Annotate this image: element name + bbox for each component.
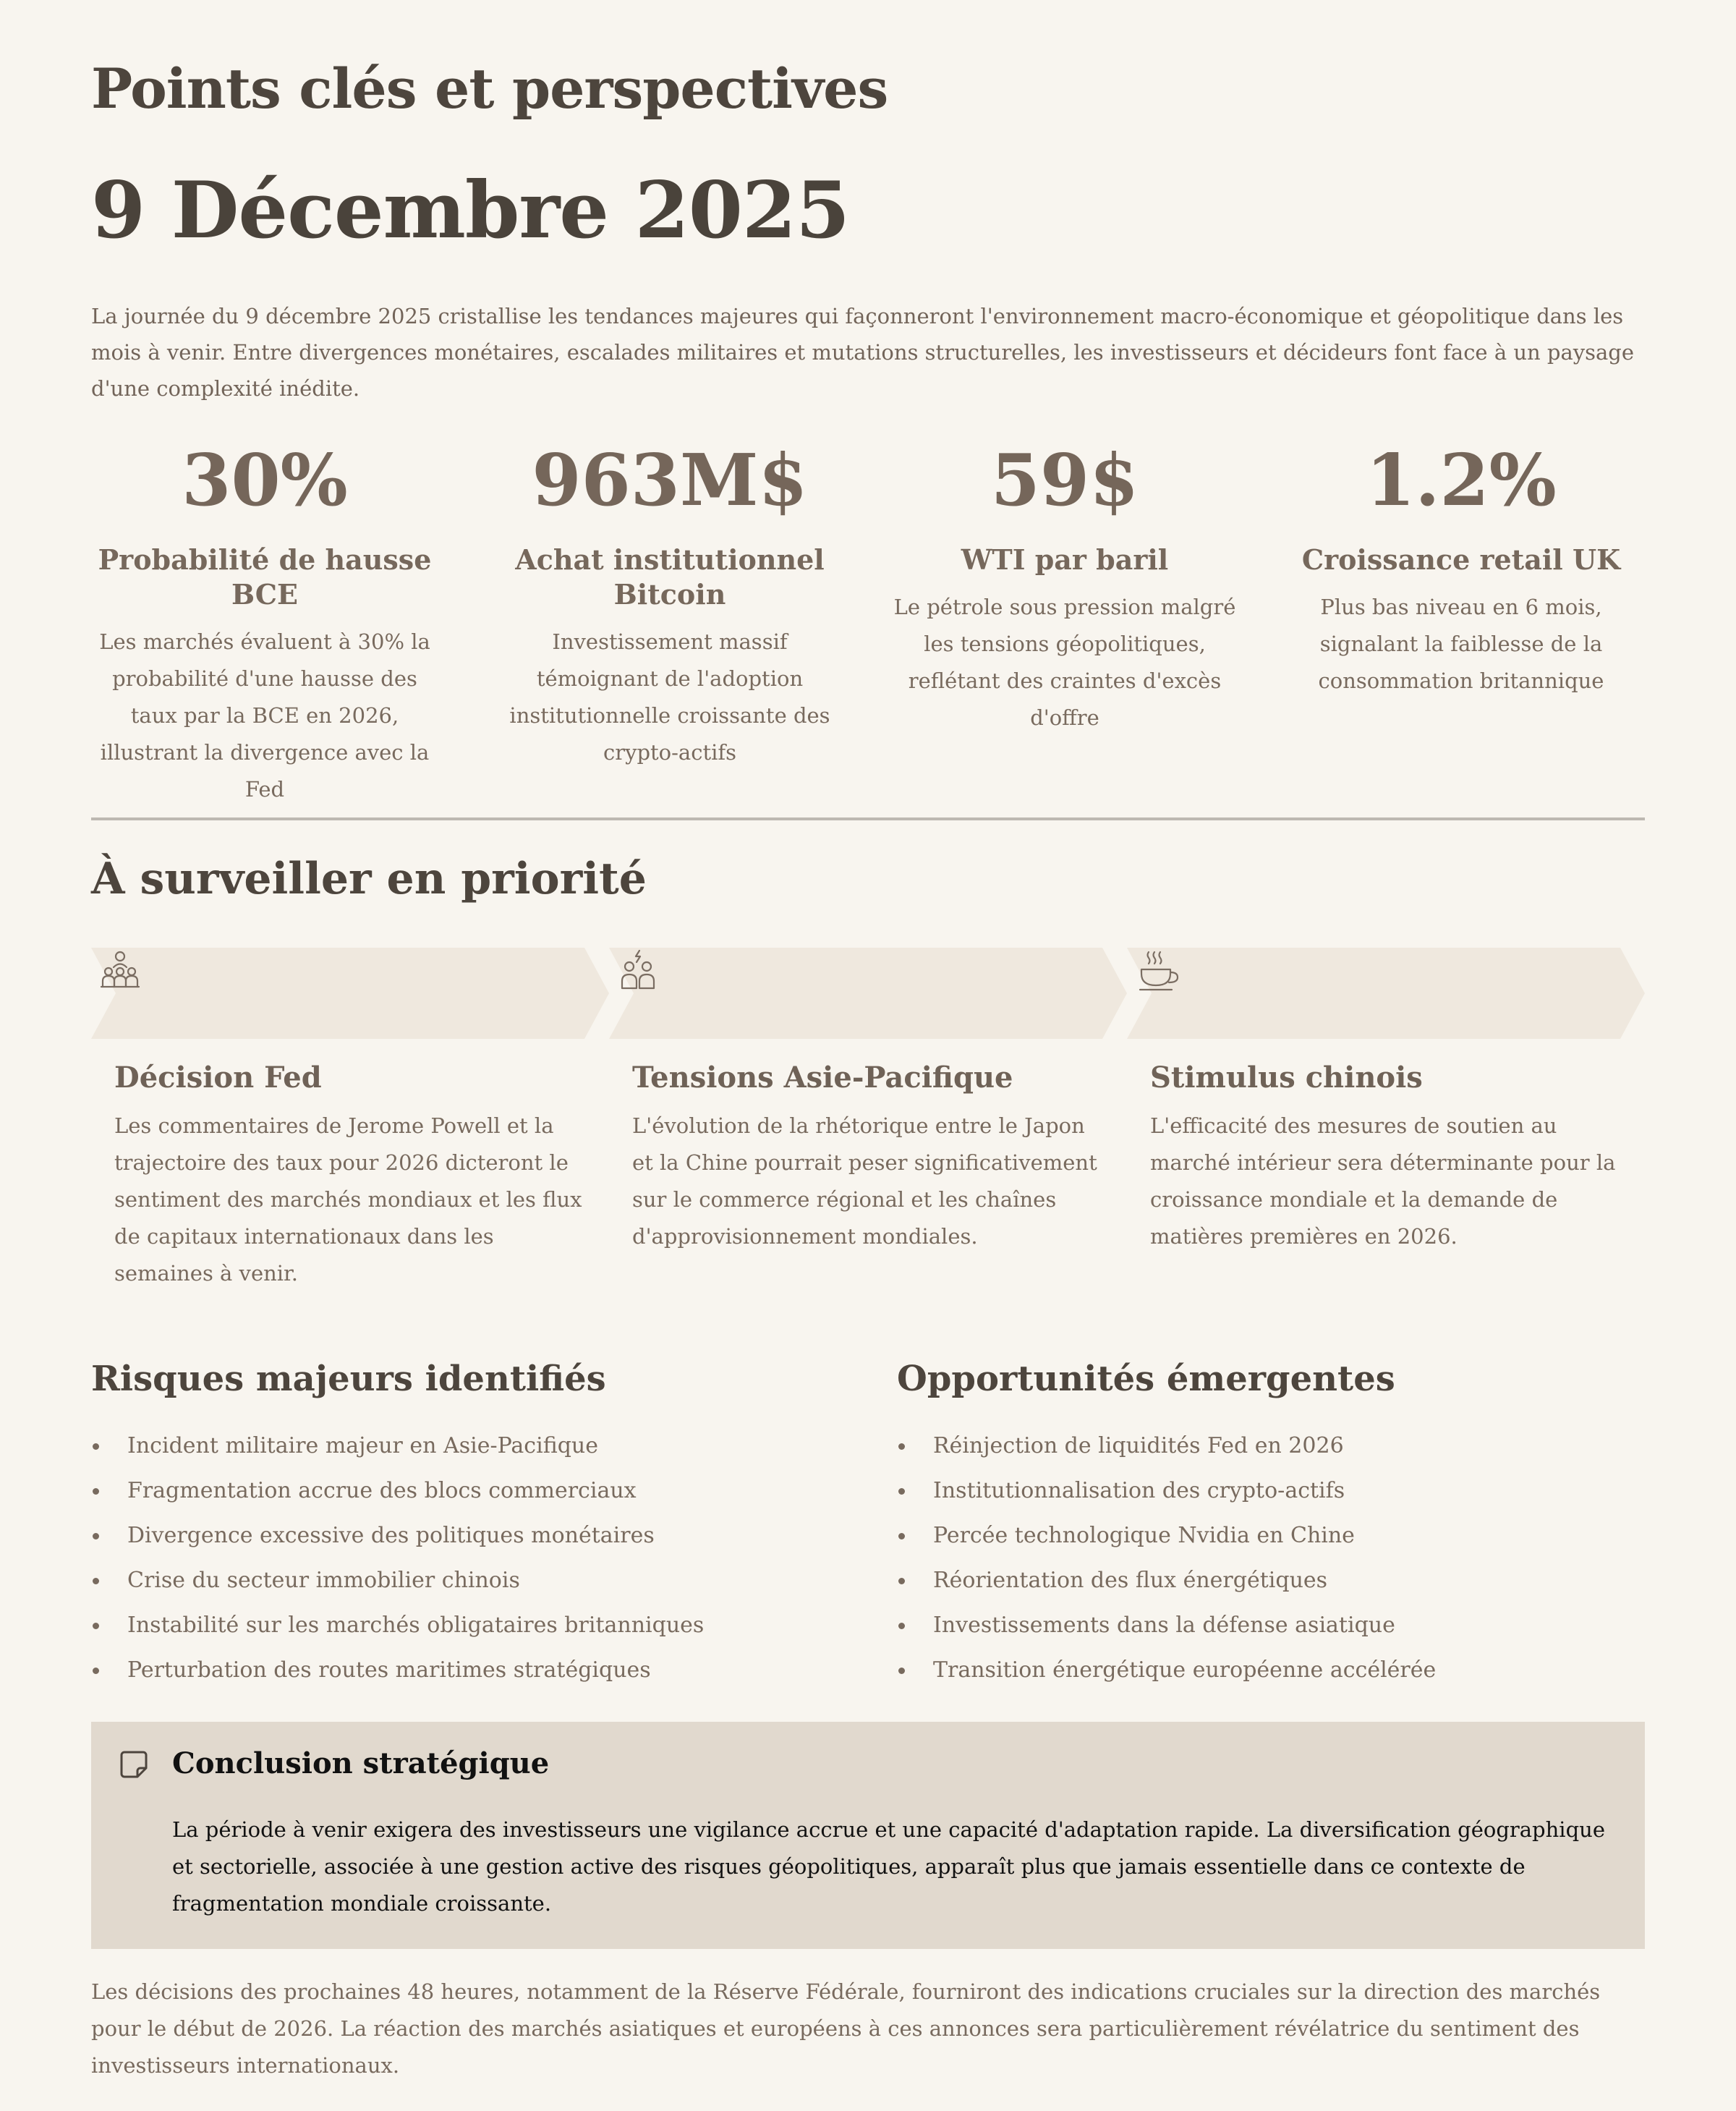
note-icon <box>119 1749 149 1780</box>
opportunities-list <box>897 1424 1620 1693</box>
page-date: 9 Décembre 2025 <box>91 165 850 256</box>
stat-description: Le pétrole sous pression malgré les tensions géopolitiques, reflétant des craintes d'excès d'offre <box>893 595 1236 730</box>
opportunities-heading: Opportunités émergentes <box>897 1359 1395 1399</box>
stat-label: Croissance retail UK <box>1301 543 1621 576</box>
chevron-shape <box>609 948 1127 1039</box>
stat-ecb-hike <box>91 434 438 808</box>
opportunities-section <box>897 1359 1620 1693</box>
priority-title: Tensions Asie-Pacifique <box>632 1061 1013 1095</box>
priority-card-china-stimulus <box>1127 948 1645 1255</box>
chevron-banner <box>91 948 609 1039</box>
key-stats <box>91 434 1645 802</box>
priority-description: Les commentaires de Jerome Powell et la trajectoire des taux pour 2026 dicteront le sentiment des marchés mondiaux et les flux de capitaux internationaux dans les semaines à venir. <box>114 1113 582 1286</box>
stat-label: WTI par baril <box>961 543 1169 576</box>
group-icon <box>91 948 149 995</box>
priority-heading: À surveiller en priorité <box>91 854 647 904</box>
teacup-icon <box>1127 948 1185 995</box>
intro-paragraph: La journée du 9 décembre 2025 cristallise les tendances majeures qui façonneront l'environnement macro-économique et géopolitique dans les mois à venir. Entre divergences monétaires, escalades militaires et mutations structurelles, les investisseurs et décideurs font face à un paysage d'une complexité inédite. <box>91 304 1635 401</box>
chevron-shape <box>91 948 609 1039</box>
priority-description: L'efficacité des mesures de soutien au marché intérieur sera déterminante pour la croissance mondiale et la demande de matières premières en 2026. <box>1150 1113 1616 1249</box>
priority-card-fed <box>91 948 609 1292</box>
list-item: Percée technologique Nvidia en Chine <box>897 1513 1620 1558</box>
list-item: Incident militaire majeur en Asie-Pacifique <box>91 1424 814 1469</box>
footer-paragraph: Les décisions des prochaines 48 heures, notamment de la Réserve Fédérale, fourniront des indications cruciales sur la direction des marchés pour le début de 2026. La réaction des marchés asiatiques et européens à ces annonces sera particulièrement révélatrice du sentiment des investisseurs internationaux. <box>91 1979 1601 2078</box>
list-item: Crise du secteur immobilier chinois <box>91 1558 814 1603</box>
risks-heading: Risques majeurs identifiés <box>91 1359 606 1399</box>
stat-value: 963M$ <box>532 439 808 522</box>
list-item: Perturbation des routes maritimes stratégiques <box>91 1648 814 1693</box>
stat-bitcoin-purchase <box>496 434 843 771</box>
stat-value: 1.2% <box>1366 439 1557 522</box>
risks-section <box>91 1359 814 1693</box>
stat-description: Les marchés évaluent à 30% la probabilité d'une hausse des taux par la BCE en 2026, illustrant la divergence avec la Fed <box>99 629 430 802</box>
list-item: Fragmentation accrue des blocs commerciaux <box>91 1469 814 1513</box>
list-item: Instabilité sur les marchés obligataires britanniques <box>91 1603 814 1648</box>
stat-label: Probabilité de hausse BCE <box>98 543 432 611</box>
list-item: Investissements dans la défense asiatique <box>897 1603 1620 1648</box>
conclusion-text: La période à venir exigera des investisseurs une vigilance accrue et une capacité d'adaptation rapide. La diversification géographique et sectorielle, associée à une gestion active des risques géopolitiques, apparaît plus que jamais essentielle dans ce contexte de fragmentation mondiale croissante. <box>172 1817 1605 1916</box>
list-item: Institutionnalisation des crypto-actifs <box>897 1469 1620 1513</box>
chevron-shape <box>1127 948 1645 1039</box>
conflict-icon <box>609 948 667 995</box>
list-item: Divergence excessive des politiques monétaires <box>91 1513 814 1558</box>
section-divider <box>91 817 1645 820</box>
list-item: Réinjection de liquidités Fed en 2026 <box>897 1424 1620 1469</box>
list-item: Transition énergétique européenne accélérée <box>897 1648 1620 1693</box>
stat-wti-price <box>891 434 1238 736</box>
list-item: Réorientation des flux énergétiques <box>897 1558 1620 1603</box>
priority-title: Stimulus chinois <box>1150 1061 1423 1095</box>
priority-title: Décision Fed <box>114 1061 322 1095</box>
stat-value: 59$ <box>990 439 1139 522</box>
stat-description: Plus bas niveau en 6 mois, signalant la faiblesse de la consommation britannique <box>1318 595 1604 693</box>
stat-description: Investissement massif témoignant de l'adoption institutionnelle croissante des crypto-actifs <box>509 629 830 765</box>
conclusion-callout <box>91 1722 1645 1949</box>
risks-list <box>91 1424 814 1693</box>
chevron-banner <box>1127 948 1645 1039</box>
conclusion-title: Conclusion stratégique <box>172 1746 550 1780</box>
stat-label: Achat institutionnel Bitcoin <box>515 543 825 611</box>
chevron-banner <box>609 948 1127 1039</box>
stat-uk-retail <box>1288 434 1635 700</box>
priority-card-asia-pacific <box>609 948 1127 1255</box>
page-title: Points clés et perspectives <box>91 56 888 121</box>
stat-value: 30% <box>182 439 348 522</box>
priority-description: L'évolution de la rhétorique entre le Japon et la Chine pourrait peser significativement sur le commerce régional et les chaînes d'approvisionnement mondiales. <box>632 1113 1097 1249</box>
